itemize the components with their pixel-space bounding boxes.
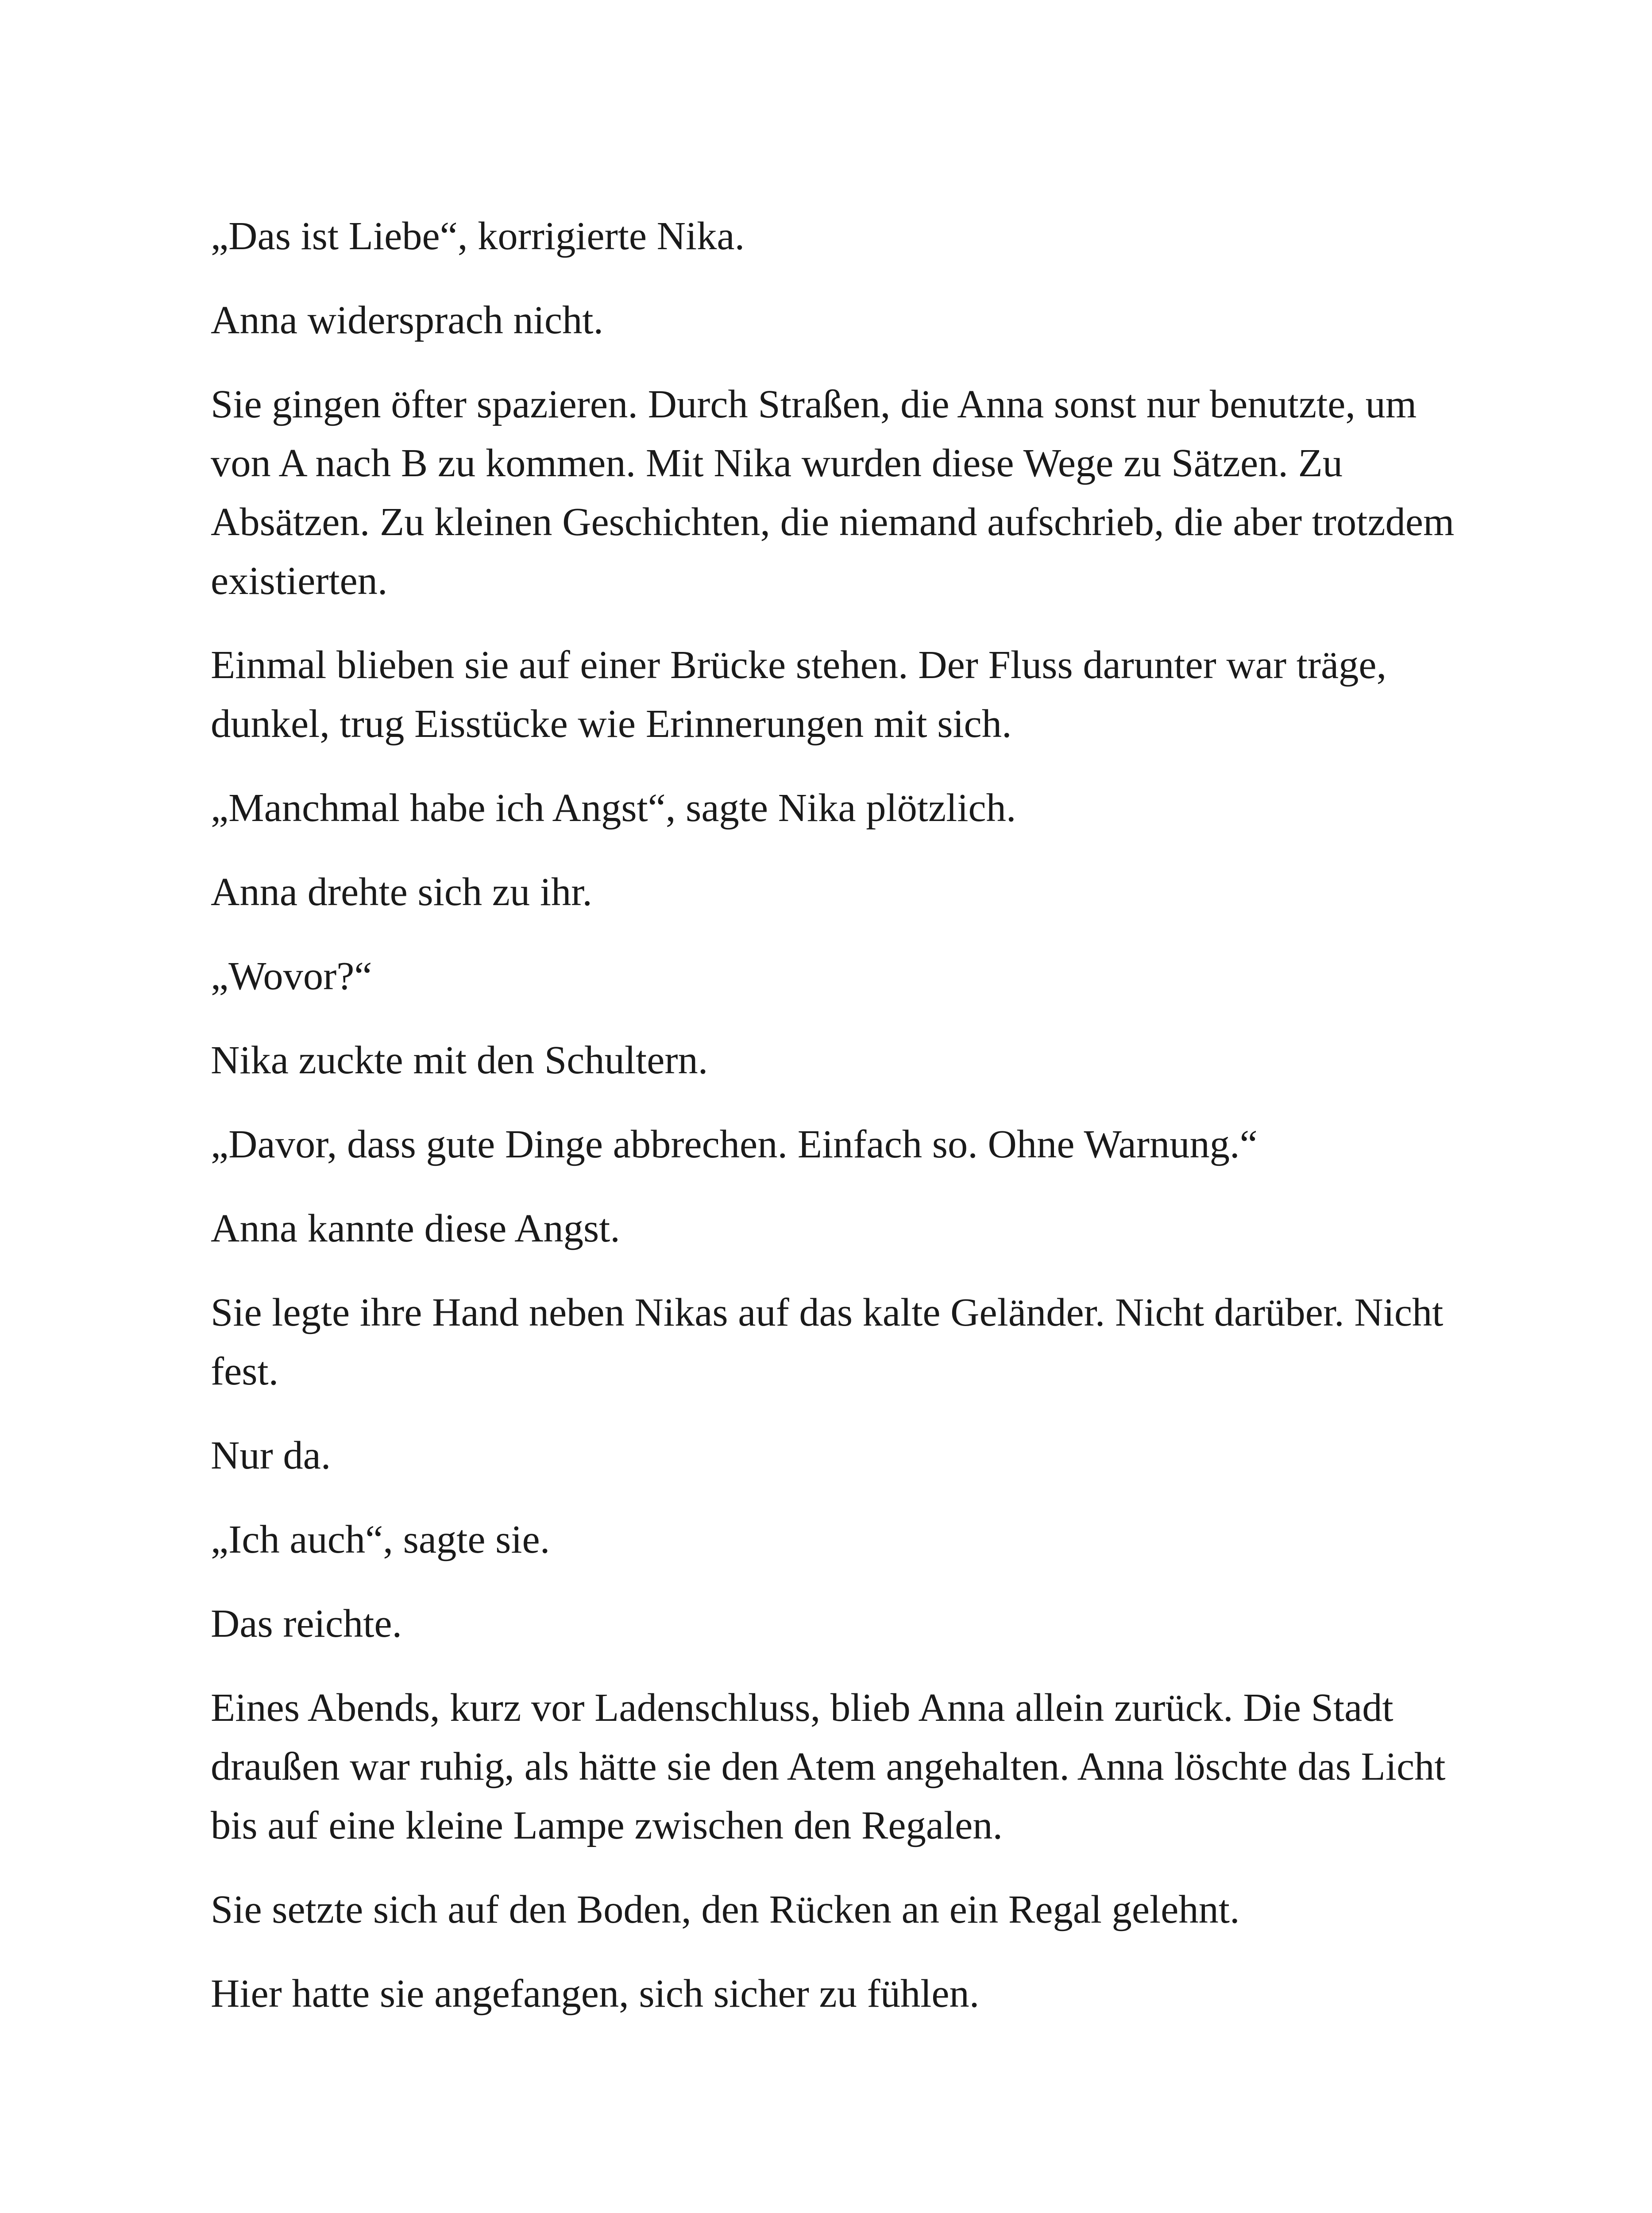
paragraph: Einmal blieben sie auf einer Brücke stehen. Der Fluss darunter war träge, dunkel, trug Eisstücke wie Erinnerungen mit sich. — [211, 642, 1387, 746]
paragraph: Anna widersprach nicht. — [211, 297, 604, 342]
paragraph: „Wovor?“ — [211, 953, 372, 998]
paragraph: Nur da. — [211, 1433, 331, 1477]
paragraph: „Das ist Liebe“, korrigierte Nika. — [211, 213, 745, 258]
paragraph: Nika zuckte mit den Schultern. — [211, 1037, 708, 1082]
paragraph: Sie gingen öfter spazieren. Durch Straßen, die Anna sonst nur benutzte, um von A nach B zu kommen. Mit Nika wurden diese Wege zu Sätzen. Zu Absätzen. Zu kleinen Geschichten, die niemand aufschrieb, die aber trotzdem existierten. — [211, 382, 1455, 603]
paragraph: „Ich auch“, sagte sie. — [211, 1517, 550, 1561]
document-body — [211, 206, 1468, 2048]
paragraph: Sie legte ihre Hand neben Nikas auf das kalte Geländer. Nicht darüber. Nicht fest. — [211, 1290, 1444, 1393]
paragraph: „Davor, dass gute Dinge abbrechen. Einfach so. Ohne Warnung.“ — [211, 1122, 1258, 1166]
paragraph: Hier hatte sie angefangen, sich sicher zu fühlen. — [211, 1971, 980, 2016]
paragraph: Anna drehte sich zu ihr. — [211, 869, 593, 914]
paragraph: Eines Abends, kurz vor Ladenschluss, blieb Anna allein zurück. Die Stadt draußen war ruhig, als hätte sie den Atem angehalten. Anna löschte das Licht bis auf eine kleine Lampe zwischen den Regalen. — [211, 1685, 1446, 1847]
paragraph: Sie setzte sich auf den Boden, den Rücken an ein Regal gelehnt. — [211, 1887, 1240, 1932]
paragraph: Das reichte. — [211, 1601, 402, 1646]
paragraph: Anna kannte diese Angst. — [211, 1206, 620, 1250]
paragraph: „Manchmal habe ich Angst“, sagte Nika plötzlich. — [211, 785, 1016, 830]
